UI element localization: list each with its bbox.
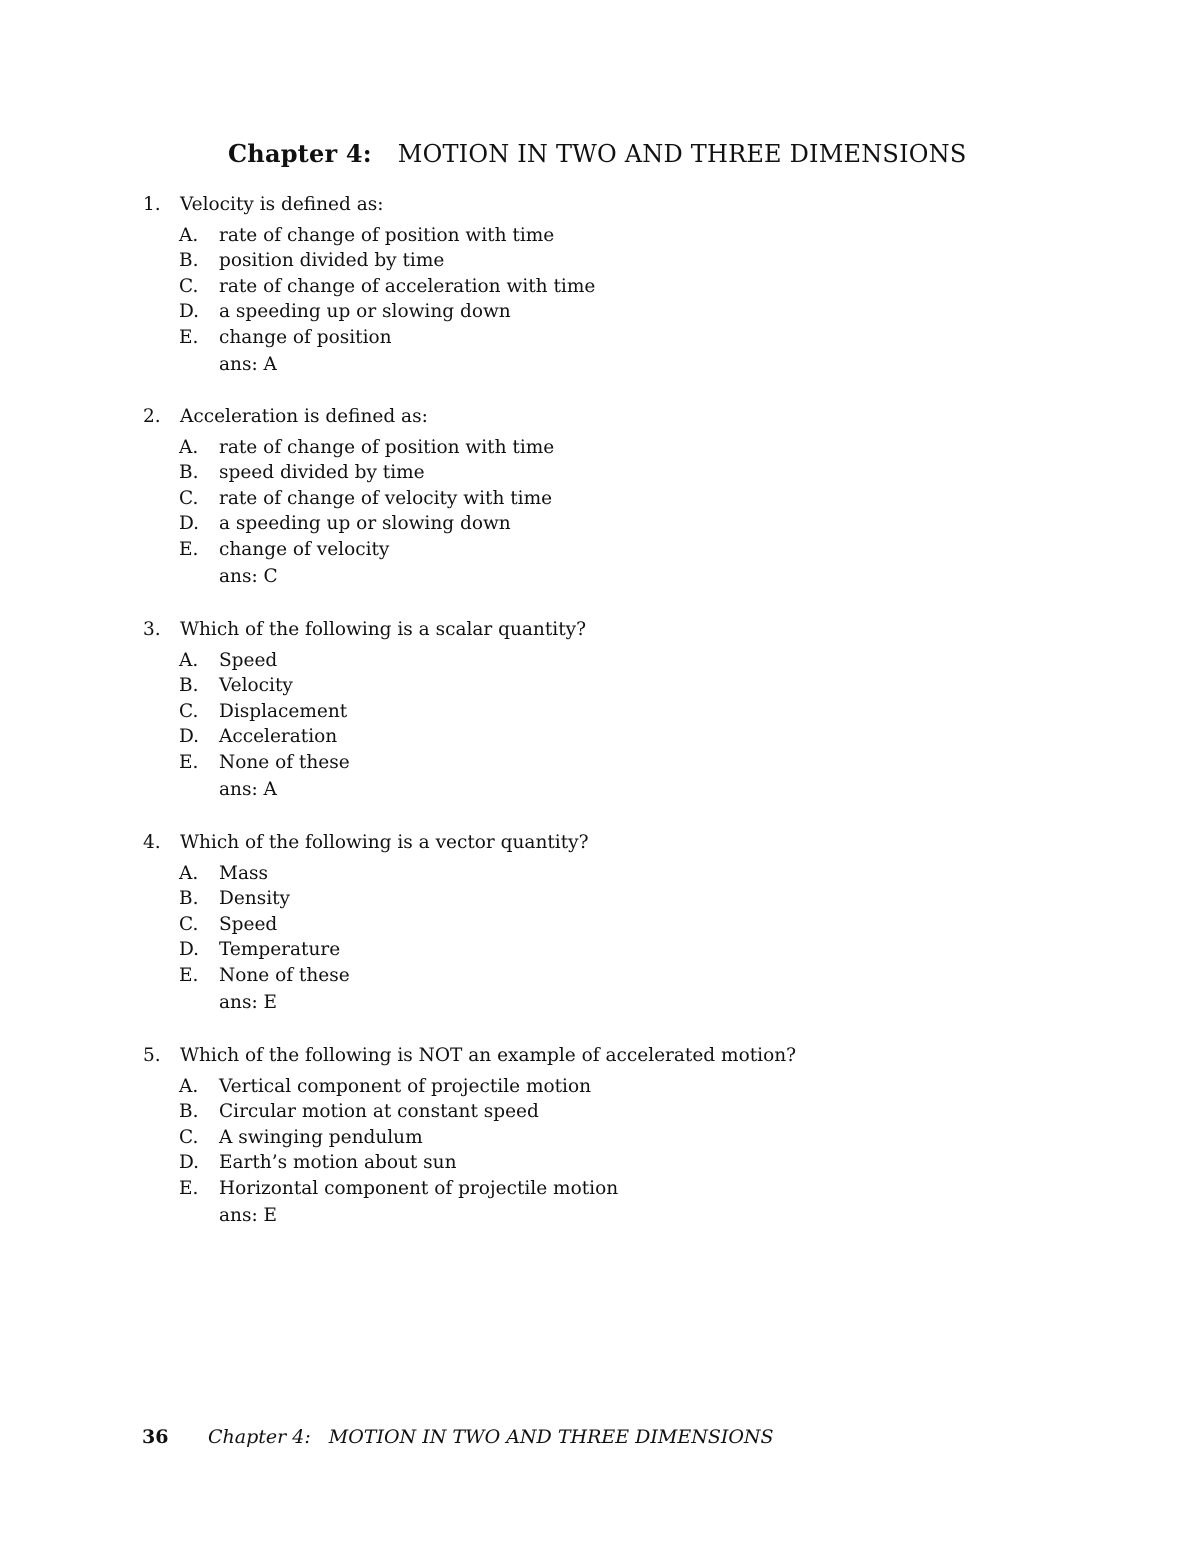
option-a [179, 435, 554, 460]
option-c [179, 912, 350, 937]
option-d [179, 937, 350, 962]
option-text: a speeding up or slowing down [219, 513, 511, 535]
chapter-label: Chapter 4: [228, 139, 372, 168]
option-list [179, 1074, 618, 1201]
option-b [179, 460, 554, 485]
option-letter: E. [179, 538, 199, 560]
option-list [179, 435, 554, 562]
option-text: Speed [219, 913, 278, 935]
option-letter: B. [179, 250, 199, 272]
option-letter: D. [179, 1152, 200, 1174]
option-text: Circular motion at constant speed [219, 1101, 539, 1123]
answer-key: ans: A [219, 354, 277, 375]
option-b [179, 248, 595, 273]
option-letter: C. [179, 487, 199, 509]
option-e [179, 750, 350, 775]
option-text: Velocity [219, 675, 293, 697]
option-letter: A. [179, 1076, 199, 1097]
option-text: Displacement [219, 700, 348, 722]
option-b [179, 673, 350, 698]
option-c [179, 274, 595, 299]
option-list [179, 861, 350, 988]
option-letter: A. [179, 225, 199, 246]
option-a [179, 223, 595, 248]
question-text: Acceleration is defined as: [180, 406, 428, 427]
option-a [179, 648, 350, 673]
option-letter: B. [179, 462, 199, 484]
option-text: rate of change of position with time [219, 225, 555, 246]
option-letter: B. [179, 888, 199, 910]
option-list [179, 223, 595, 350]
option-a [179, 861, 350, 886]
question-number: 5. [143, 1045, 161, 1066]
chapter-title: MOTION IN TWO AND THREE DIMENSIONS [397, 140, 967, 168]
option-text: change of velocity [219, 538, 390, 560]
option-letter: E. [179, 751, 199, 773]
question-number: 3. [143, 619, 161, 640]
option-text: Horizontal component of projectile motion [219, 1177, 619, 1199]
option-letter: E. [179, 964, 199, 986]
option-text: speed divided by time [219, 462, 425, 484]
question-number: 2. [143, 406, 161, 427]
option-text: Earth’s motion about sun [219, 1152, 457, 1174]
option-b [179, 1099, 618, 1124]
answer-key: ans: C [219, 566, 278, 587]
answer-key: ans: A [219, 779, 277, 800]
option-list [179, 648, 350, 775]
running-subtitle: MOTION IN TWO AND THREE DIMENSIONS [328, 1426, 774, 1448]
option-c [179, 486, 554, 511]
option-letter: A. [179, 437, 199, 458]
question-text: Velocity is defined as: [180, 194, 384, 215]
option-b [179, 886, 350, 911]
option-c [179, 1125, 618, 1150]
option-e [179, 537, 554, 562]
option-letter: C. [179, 913, 199, 935]
option-text: A swinging pendulum [219, 1126, 423, 1148]
question-text: Which of the following is a vector quantity? [180, 832, 589, 853]
option-text: rate of change of position with time [219, 437, 555, 458]
page-title [228, 139, 966, 169]
running-title: Chapter 4: [208, 1426, 311, 1448]
question-text: Which of the following is NOT an example of accelerated motion? [180, 1045, 797, 1066]
question-number: 4. [143, 832, 161, 853]
option-letter: D. [179, 726, 200, 748]
option-c [179, 699, 350, 724]
page-number: 36 [142, 1426, 169, 1448]
option-letter: E. [179, 326, 199, 348]
option-e [179, 963, 350, 988]
option-text: Density [219, 888, 290, 910]
option-letter: D. [179, 939, 200, 961]
option-e [179, 1176, 618, 1201]
answer-key: ans: E [219, 1205, 278, 1226]
option-letter: A. [179, 650, 199, 671]
option-text: position divided by time [219, 250, 445, 272]
option-d [179, 1150, 618, 1175]
option-text: Vertical component of projectile motion [219, 1076, 592, 1097]
option-text: None of these [219, 751, 350, 773]
option-text: Temperature [219, 939, 341, 961]
option-letter: C. [179, 700, 199, 722]
option-letter: B. [179, 675, 199, 697]
option-letter: E. [179, 1177, 199, 1199]
page-footer [142, 1424, 774, 1450]
option-d [179, 299, 595, 324]
option-text: a speeding up or slowing down [219, 301, 511, 323]
option-text: Speed [219, 650, 278, 671]
option-text: Mass [219, 863, 268, 884]
option-letter: C. [179, 275, 199, 297]
option-letter: B. [179, 1101, 199, 1123]
option-text: change of position [219, 326, 392, 348]
option-d [179, 511, 554, 536]
option-letter: D. [179, 513, 200, 535]
answer-key: ans: E [219, 992, 278, 1013]
option-a [179, 1074, 618, 1099]
question-number: 1. [143, 194, 161, 215]
option-letter: C. [179, 1126, 199, 1148]
option-d [179, 724, 350, 749]
option-e [179, 325, 595, 350]
question-text: Which of the following is a scalar quantity? [180, 619, 587, 640]
option-text: rate of change of velocity with time [219, 487, 553, 509]
option-text: Acceleration [219, 726, 338, 748]
option-letter: A. [179, 863, 199, 884]
option-text: None of these [219, 964, 350, 986]
option-letter: D. [179, 301, 200, 323]
option-text: rate of change of acceleration with time [219, 275, 596, 297]
